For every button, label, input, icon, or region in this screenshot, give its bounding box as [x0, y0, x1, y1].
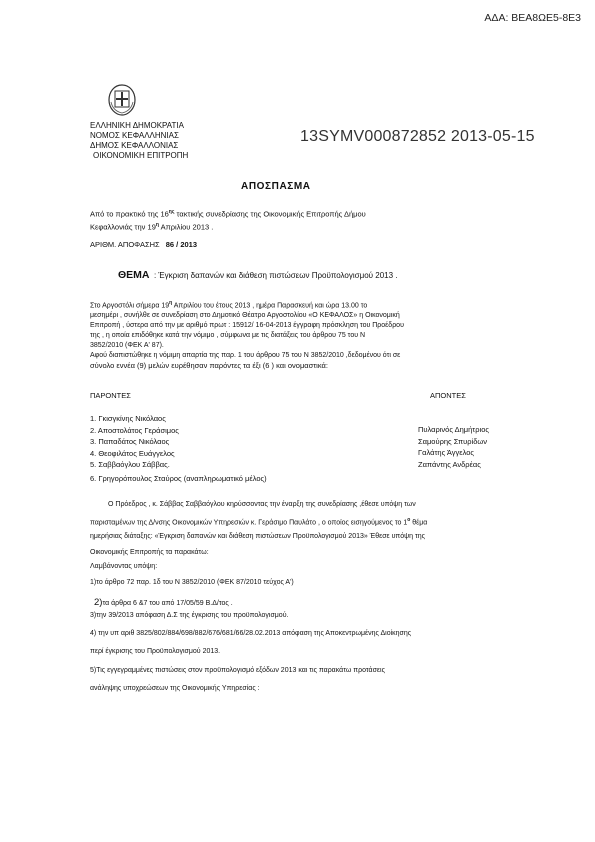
decision-label: ΑΡΙΘΜ. ΑΠΟΦΑΣΗΣ	[90, 240, 160, 249]
meeting-line-3: Επιτροπή , ύστερα από την με αριθμό πρωτ : 15912/ 16-04-2013 έγγραφη πρόσκληση του Προέδρου	[90, 322, 404, 330]
header-line-committee: ΟΙΚΟΝΟΜΙΚΗ ΕΠΙΤΡΟΠΗ	[93, 151, 189, 160]
proceedings-line-3: ημερήσιας διάταξης: «Έγκριση δαπανών και διάθεση πιστώσεων Προϋπολογισμού 2013» Έθεσε υπόψη της	[90, 533, 426, 540]
present-member: 1. Γκισγκίνης Νικόλαος	[90, 414, 166, 423]
proceedings-line-2-sup: ο	[407, 517, 411, 523]
protocol-number: 13SYMV000872852 2013-05-15	[300, 128, 535, 145]
present-member: 5. Σαββαόγλου Σάββας.	[90, 460, 170, 469]
present-member: 6. Γρηγορόπουλος Σταύρος (αναπληρωματικό μέλος)	[90, 473, 267, 483]
meeting-line-1	[90, 298, 404, 311]
quorum-line-1: Αφού διαπιστώθηκε η νόμιμη απαρτία της παρ. 1 του άρθρου 75 του Ν 3852/2010 ,δεδομένου ότι σε	[90, 352, 401, 360]
intro-paragraph	[90, 207, 366, 232]
present-member: 2. Αποστολάτος Γεράσιμος	[90, 425, 179, 435]
proceedings-line-2	[90, 517, 427, 526]
meeting-line-1-sup: η	[169, 300, 173, 306]
meeting-line-5: 3852/2010 (ΦΕΚ Α' 87).	[90, 342, 164, 350]
intro-line-2-a: Κεφαλλονιάς την 19	[90, 222, 156, 231]
absent-member: Πυλαρινός Δημήτριος	[418, 425, 489, 434]
present-list	[90, 413, 267, 484]
subject-label: ΘΕΜΑ	[118, 269, 150, 281]
header-line-prefecture: ΝΟΜΟΣ ΚΕΦΑΛΛΗΝΙΑΣ	[90, 131, 179, 140]
consideration-item-5-line-2: ανάληψης υποχρεώσεων της Οικονομικής Υπηρεσίας :	[90, 685, 260, 692]
meeting-line-2: μεσημέρι , συνήλθε σε συνεδρίαση στο Δημοτικό Θέατρο Αργοστολίου «Ο ΚΕΦΑΛΟΣ» η Οικονομική	[90, 312, 400, 320]
subject-text: : Έγκριση δαπανών και διάθεση πιστώσεων Προϋπολογισμού 2013 .	[153, 271, 398, 280]
meeting-line-1-b: Απριλίου του έτους 2013 , ημέρα Παρασκευή και ώρα 13.00 το	[172, 302, 368, 310]
proceedings-line-2-a: παρισταμένων της Δ/νσης Οικονομικών Υπηρεσιών κ. Γεράσιμο Παυλάτο , ο οποίος εισηγούμενος το 1	[90, 519, 408, 527]
consideration-item-5-line-1: 5)Τις εγγεγραμμένες πιστώσεις στον προϋπολογισμό εξόδων 2013 και τις παρακάτω προτάσεις	[90, 667, 385, 674]
absent-member: Γαλάτης Άγγελος	[418, 448, 474, 457]
proceedings-line-5: Λαμβάνοντας υπόψη:	[90, 563, 158, 570]
absent-list	[418, 424, 489, 470]
consideration-item-4-line-1: 4) την υπ αριθ 3825/802/884/698/882/676/681/66/28.02.2013 απόφαση της Αποκεντρωμένης Διοίκησης	[90, 630, 412, 637]
proceedings-line-1: Ο Πρόεδρος , κ. Σάββας Σαββαόγλου κηρύσσοντας την έναρξη της συνεδρίασης ,έθεσε υπόψη των	[108, 501, 416, 508]
consideration-item-2	[94, 592, 233, 610]
ada-code: ΑΔΑ: ΒΕΑ8ΩΕ5-8Ε3	[484, 12, 581, 24]
meeting-line-1-a: Στο Αργοστόλι σήμερα 19	[90, 302, 170, 310]
header-block	[90, 121, 188, 161]
proceedings-line-4: Οικονομικής Επιτροπής τα παρακάτω:	[90, 549, 209, 556]
proceedings-line-2-b: θέμα	[410, 519, 428, 527]
absent-heading: ΑΠΟΝΤΕΣ	[430, 391, 466, 400]
intro-line-1-b: τακτικής συνεδρίασης της Οικονομικής Επιτροπής Δήμου	[174, 209, 366, 219]
consideration-item-2-text: τα άρθρα 6 &7 του από 17/05/59 Β.Δ/τος .	[102, 600, 233, 607]
meeting-paragraph	[90, 298, 404, 371]
present-member: 3. Παπαδάτος Νικόλαος	[90, 437, 170, 446]
greek-emblem-icon	[104, 82, 140, 118]
intro-line-2-sup: η	[155, 221, 159, 228]
intro-line-1	[90, 207, 366, 220]
intro-line-2	[90, 220, 366, 233]
consideration-item-1: 1)το άρθρο 72 παρ. 1δ του Ν 3852/2010 (ΦΕΚ 87/2010 τεύχος Α')	[90, 579, 294, 586]
subject-line	[118, 265, 398, 283]
meeting-line-4: της , η οποία επιδόθηκε κατά την νόμιμο , σύμφωνα με τις διατάξεις του άρθρου 75 του Ν	[90, 332, 366, 340]
absent-member: Σαμούρης Σπυρίδων	[418, 436, 487, 446]
consideration-item-2-num: 2)	[94, 597, 103, 608]
header-line-republic: ΕΛΛΗΝΙΚΗ ΔΗΜΟΚΡΑΤΙΑ	[90, 121, 184, 130]
present-member: 4. Θεοφιλάτος Ευάγγελος	[90, 448, 175, 458]
quorum-line-2: σύνολο εννέα (9) μελών ευρέθησαν παρόντες τα έξι (6 ) και ονομαστικά:	[90, 361, 328, 371]
decision-number-line	[90, 240, 197, 249]
consideration-item-3: 3)την 39/2013 απόφαση Δ.Σ της έγκρισης του προϋπολογισμού.	[90, 612, 289, 619]
intro-line-1-sup: ης	[168, 209, 175, 215]
decision-number: 86 / 2013	[165, 240, 198, 249]
intro-line-2-b: Απριλίου 2013 .	[158, 222, 214, 231]
consideration-item-4-line-2: περί έγκρισης του Προϋπολογισμού 2013.	[90, 648, 221, 655]
header-line-municipality: ΔΗΜΟΣ ΚΕΦΑΛΛΟΝΙΑΣ	[90, 141, 179, 150]
present-heading: ΠΑΡΟΝΤΕΣ	[90, 391, 131, 400]
absent-member: Ζαπάντης Ανδρέας	[418, 459, 481, 469]
document-title: ΑΠΟΣΠΑΣΜΑ	[241, 181, 311, 192]
intro-line-1-a: Από το πρακτικό της 16	[90, 209, 169, 219]
